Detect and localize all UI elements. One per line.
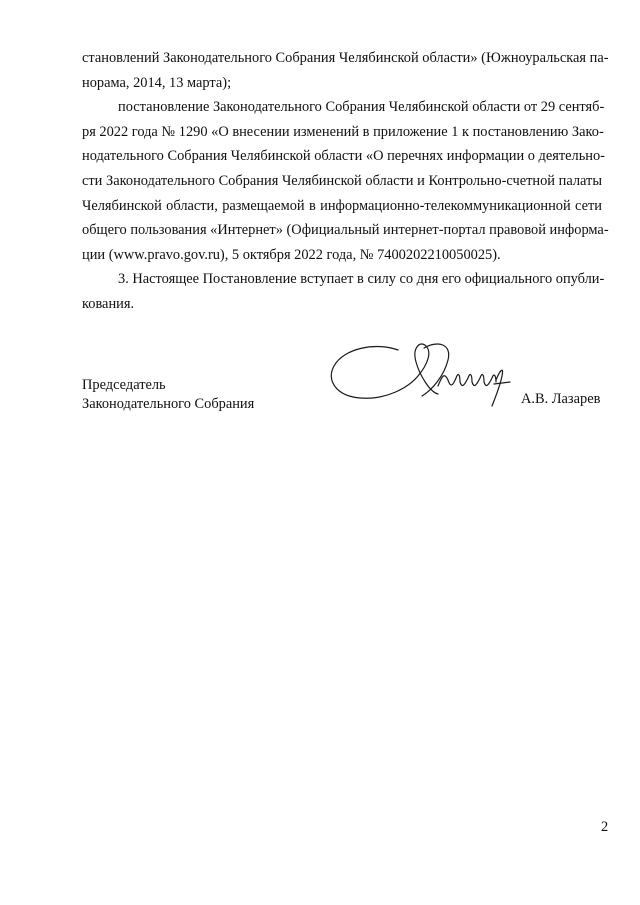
page-number: 2 <box>601 819 609 835</box>
signer-name: А.В. Лазарев <box>521 391 601 407</box>
document-body <box>82 46 609 317</box>
body-line: общего пользования «Интернет» (Официальный интернет-портал правовой информа- <box>82 222 609 239</box>
body-line: норама, 2014, 13 марта); <box>82 74 232 91</box>
body-line: постановление Законодательного Собрания Челябинской области от 29 сентяб- <box>118 99 605 116</box>
body-line: ря 2022 года № 1290 «О внесении изменений в приложение 1 к постановлению Зако- <box>82 123 604 140</box>
signer-title-line: Законодательного Собрания <box>82 396 255 412</box>
body-line: ции (www.pravo.gov.ru), 5 октября 2022 года, № 7400202210050025). <box>82 246 501 263</box>
body-line: 3. Настоящее Постановление вступает в силу со дня его официального опубли- <box>118 271 605 288</box>
body-line: становлений Законодательного Собрания Челябинской области» (Южноуральская па- <box>82 50 609 66</box>
body-line: Челябинской области, размещаемой в информационно-телекоммуникационной сети <box>82 197 602 214</box>
body-line: нодательного Собрания Челябинской области «О перечнях информации о деятельно- <box>82 148 605 165</box>
body-line: кования. <box>82 295 135 312</box>
signer-title <box>82 376 254 414</box>
body-line: сти Законодательного Собрания Челябинской области и Контрольно-счетной палаты <box>82 172 602 189</box>
signer-title-line: Председатель <box>82 377 166 393</box>
handwritten-signature <box>326 336 516 416</box>
